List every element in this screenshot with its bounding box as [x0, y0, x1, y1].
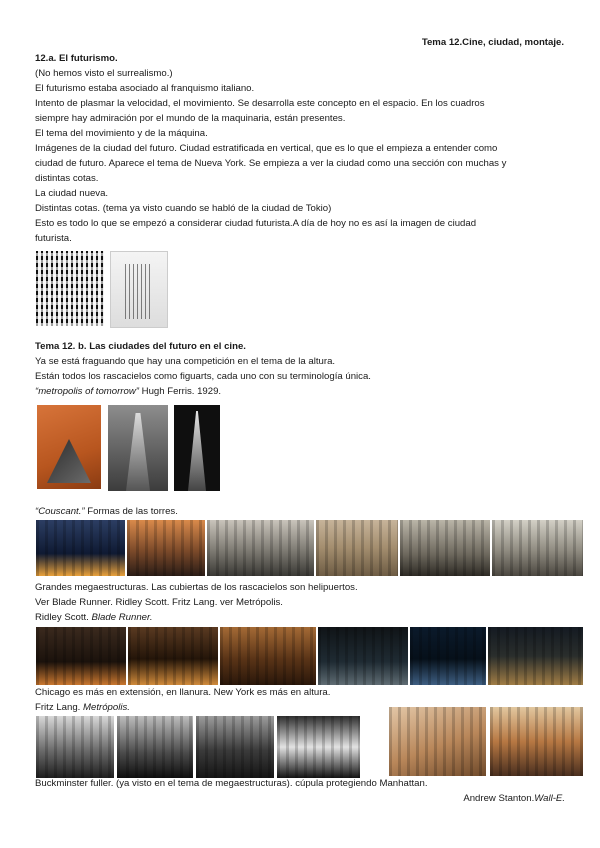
- paragraph-line: (No hemos visto el surrealismo.): [35, 68, 173, 79]
- footer-caption: [35, 776, 565, 806]
- bladerunner-title: Blade Runner.: [91, 612, 153, 623]
- ferriss-drawing-image: [108, 405, 168, 491]
- wall-e-director: Andrew Stanton.: [463, 793, 535, 804]
- paragraph-line: Ya se está fraguando que hay una competición en el tema de la altura.: [35, 356, 336, 367]
- metropolis-title: Metrópolis.: [83, 702, 130, 713]
- coruscant-image: [36, 520, 125, 576]
- paragraph-line: El tema del movimiento y de la máquina.: [35, 128, 208, 139]
- ferris-author: Hugh Ferris. 1929.: [138, 386, 222, 397]
- blade-runner-image: [488, 627, 583, 685]
- paragraph-line: distintas cotas.: [35, 173, 99, 184]
- paragraph-line: futurista.: [35, 233, 72, 244]
- metropolis-image: [196, 716, 274, 778]
- blade-runner-image: [318, 627, 408, 685]
- section-future-cities: [35, 339, 565, 399]
- metropolis-image: [277, 716, 360, 778]
- wall-e-image: [389, 707, 486, 776]
- coruscant-image: [492, 520, 583, 576]
- futurist-tower-sketch-image: [110, 251, 168, 328]
- coruscant-title: “Couscant.”: [35, 506, 85, 517]
- metropolis-director: Fritz Lang.: [35, 702, 83, 713]
- ferriss-book-cover-image: [37, 405, 101, 489]
- paragraph-line: Grandes megaestructuras. Las cubiertas de los rascacielos son helipuertos.: [35, 582, 358, 593]
- paragraph-line: La ciudad nueva.: [35, 188, 109, 199]
- blade-runner-image: [220, 627, 316, 685]
- wall-e-credit: [35, 791, 565, 806]
- coruscant-text: Formas de las torres.: [84, 506, 178, 517]
- coruscant-image: [316, 520, 398, 576]
- section-futurism: [35, 51, 565, 246]
- metropolis-image: [36, 716, 114, 778]
- wall-e-title: Wall-E.: [534, 793, 565, 804]
- coruscant-image: [207, 520, 314, 576]
- ferriss-tower-image: [174, 405, 220, 491]
- paragraph-line: Intento de plasmar la velocidad, el movimiento. Se desarrolla este concepto en el espacio. En los cuadros: [35, 98, 485, 109]
- paragraph-line: Esto es todo lo que se empezó a considerar ciudad futurista.A día de hoy no es así la imagen de ciudad: [35, 218, 477, 229]
- ferris-caption: [35, 384, 565, 399]
- blade-runner-image: [128, 627, 218, 685]
- coruscant-caption: [35, 504, 565, 519]
- paragraph-line: Imágenes de la ciudad del futuro. Ciudad estratificada en vertical, que es lo que el empieza a entender como: [35, 143, 498, 154]
- paragraph-line: Distintas cotas. (tema ya visto cuando se habló de la ciudad de Tokio): [35, 203, 332, 214]
- section-heading: 12.a. El futurismo.: [35, 53, 118, 64]
- paragraph-line: Están todos los rascacielos como figuarts, cada uno con su terminología única.: [35, 371, 371, 382]
- wall-e-image: [490, 707, 583, 776]
- paragraph-line: siempre hay admiración por el mundo de la maquinaria, están presentes.: [35, 113, 346, 124]
- paragraph-line: Chicago es más en extensión, en llanura. New York es más en altura.: [35, 687, 331, 698]
- bladerunner-director: Ridley Scott.: [35, 612, 92, 623]
- paragraph-line: El futurismo estaba asociado al franquismo italiano.: [35, 83, 255, 94]
- paragraph-line: Buckminster fuller. (ya visto en el tema de megaestructuras). cúpula protegiendo Manhattan.: [35, 778, 428, 789]
- blade-runner-image: [410, 627, 486, 685]
- page-header-title: Tema 12.Cine, ciudad, montaje.: [421, 37, 564, 48]
- blade-runner-image: [36, 627, 126, 685]
- bladerunner-caption: [35, 580, 565, 625]
- paragraph-line: [35, 610, 565, 625]
- paragraph-line: Ver Blade Runner. Ridley Scott. Fritz Lang. ver Metrópolis.: [35, 597, 283, 608]
- coruscant-image: [127, 520, 205, 576]
- coruscant-image: [400, 520, 490, 576]
- futurist-city-sketch-image: [36, 251, 104, 326]
- ferris-title: “metropolis of tomorrow”: [35, 386, 139, 397]
- metropolis-image: [117, 716, 193, 778]
- paragraph-line: ciudad de futuro. Aparece el tema de Nueva York. Se empieza a ver la ciudad como una sección con muchas y: [35, 158, 507, 169]
- section-heading: Tema 12. b. Las ciudades del futuro en el cine.: [35, 341, 246, 352]
